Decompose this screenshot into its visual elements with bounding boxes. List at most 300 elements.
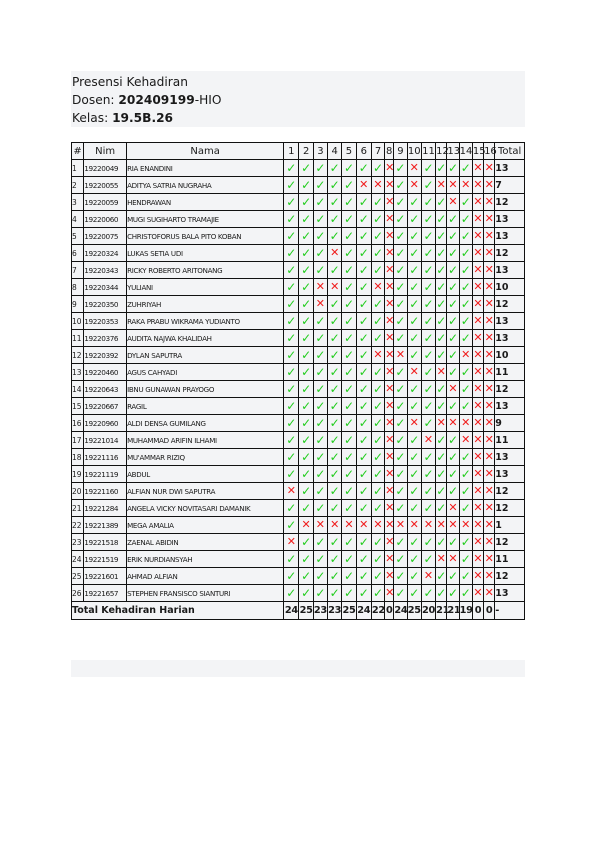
class-info-header: [71, 71, 525, 127]
present-check-icon: ✓: [299, 245, 313, 262]
summary-label: Total Kehadiran Harian: [72, 602, 284, 620]
present-check-icon: ✓: [395, 195, 406, 209]
page-title: Presensi Kehadiran: [72, 75, 188, 89]
row-number: 9: [72, 296, 84, 313]
absent-cross-icon: ✕: [472, 517, 483, 534]
student-name: AGUS CAHYADI: [127, 364, 284, 381]
absent-cross-icon: ✕: [447, 194, 459, 211]
present-check-icon: ✓: [284, 364, 299, 381]
present-check-icon: ✓: [407, 262, 421, 279]
present-check-icon: ✓: [284, 228, 299, 245]
present-check-icon: ✓: [407, 279, 421, 296]
present-check-icon: ✓: [313, 347, 327, 364]
daily-total: 24: [356, 602, 371, 620]
present-check-icon: ✓: [284, 347, 299, 364]
student-nim: 19221284: [84, 500, 127, 517]
present-check-icon: ✓: [395, 586, 406, 600]
absent-cross-icon: ✕: [472, 534, 483, 551]
present-check-icon: ✓: [460, 314, 471, 328]
student-nim: 19220055: [84, 177, 127, 194]
present-check-icon: ✓: [328, 364, 342, 381]
present-check-icon: ✓: [436, 297, 447, 311]
row-number: 26: [72, 585, 84, 602]
present-check-icon: ✓: [407, 313, 421, 330]
present-check-icon: ✓: [313, 551, 327, 568]
present-check-icon: ✓: [313, 585, 327, 602]
table-row: [72, 415, 525, 432]
present-check-icon: ✓: [313, 381, 327, 398]
class-code: 19.5B.26: [112, 111, 174, 125]
col-header-meeting: 14: [459, 143, 472, 160]
absent-cross-icon: ✕: [371, 517, 384, 534]
present-check-icon: ✓: [299, 466, 313, 483]
present-check-icon: ✓: [284, 517, 299, 534]
absent-cross-icon: ✕: [436, 415, 447, 432]
col-header-meeting: 2: [299, 143, 313, 160]
col-header-meeting: 13: [447, 143, 459, 160]
absent-cross-icon: ✕: [472, 194, 483, 211]
present-check-icon: ✓: [421, 466, 435, 483]
student-nim: 19221601: [84, 568, 127, 585]
absent-cross-icon: ✕: [472, 330, 483, 347]
student-name: AUDITA NAJWA KHALIDAH: [127, 330, 284, 347]
absent-cross-icon: ✕: [472, 483, 483, 500]
present-check-icon: ✓: [284, 330, 299, 347]
student-name: CHRISTOFORUS BALA PITO KOBAN: [127, 228, 284, 245]
student-total: 10: [495, 347, 525, 364]
present-check-icon: ✓: [313, 364, 327, 381]
present-check-icon: ✓: [373, 399, 384, 413]
present-check-icon: ✓: [436, 331, 447, 345]
present-check-icon: ✓: [313, 330, 327, 347]
present-check-icon: ✓: [373, 314, 384, 328]
absent-cross-icon: ✕: [484, 483, 495, 500]
absent-cross-icon: ✕: [385, 534, 394, 551]
present-check-icon: ✓: [284, 585, 299, 602]
table-row: [72, 585, 525, 602]
student-nim: 19220343: [84, 262, 127, 279]
student-nim: 19221014: [84, 432, 127, 449]
present-check-icon: ✓: [447, 433, 458, 447]
present-check-icon: ✓: [342, 228, 356, 245]
absent-cross-icon: ✕: [385, 381, 394, 398]
present-check-icon: ✓: [299, 177, 313, 194]
absent-cross-icon: ✕: [385, 160, 394, 177]
present-check-icon: ✓: [436, 535, 447, 549]
student-nim: 19220059: [84, 194, 127, 211]
table-row: [72, 483, 525, 500]
present-check-icon: ✓: [460, 586, 471, 600]
student-name: DYLAN SAPUTRA: [127, 347, 284, 364]
present-check-icon: ✓: [460, 195, 471, 209]
present-check-icon: ✓: [373, 246, 384, 260]
present-check-icon: ✓: [342, 432, 356, 449]
present-check-icon: ✓: [373, 433, 384, 447]
absent-cross-icon: ✕: [385, 330, 394, 347]
absent-cross-icon: ✕: [385, 483, 394, 500]
absent-cross-icon: ✕: [484, 517, 495, 534]
present-check-icon: ✓: [447, 229, 458, 243]
present-check-icon: ✓: [313, 211, 327, 228]
present-check-icon: ✓: [407, 500, 421, 517]
present-check-icon: ✓: [407, 466, 421, 483]
present-check-icon: ✓: [407, 228, 421, 245]
present-check-icon: ✓: [328, 449, 342, 466]
present-check-icon: ✓: [447, 484, 458, 498]
absent-cross-icon: ✕: [385, 551, 394, 568]
present-check-icon: ✓: [373, 382, 384, 396]
table-row: [72, 228, 525, 245]
present-check-icon: ✓: [284, 381, 299, 398]
present-check-icon: ✓: [356, 432, 371, 449]
absent-cross-icon: ✕: [484, 415, 495, 432]
absent-cross-icon: ✕: [436, 551, 447, 568]
absent-cross-icon: ✕: [484, 279, 495, 296]
table-row: [72, 432, 525, 449]
table-row: [72, 160, 525, 177]
student-total: 12: [495, 381, 525, 398]
student-name: RIA ENANDINI: [127, 160, 284, 177]
absent-cross-icon: ✕: [284, 483, 299, 500]
present-check-icon: ✓: [284, 432, 299, 449]
present-check-icon: ✓: [436, 348, 447, 362]
present-check-icon: ✓: [395, 229, 406, 243]
present-check-icon: ✓: [395, 399, 406, 413]
student-nim: 19220344: [84, 279, 127, 296]
present-check-icon: ✓: [313, 245, 327, 262]
present-check-icon: ✓: [436, 586, 447, 600]
present-check-icon: ✓: [407, 568, 421, 585]
present-check-icon: ✓: [342, 347, 356, 364]
present-check-icon: ✓: [407, 296, 421, 313]
present-check-icon: ✓: [313, 483, 327, 500]
present-check-icon: ✓: [421, 296, 435, 313]
present-check-icon: ✓: [373, 161, 384, 175]
lecturer-line: [72, 91, 524, 109]
present-check-icon: ✓: [395, 212, 406, 226]
present-check-icon: ✓: [421, 364, 435, 381]
row-number: 23: [72, 534, 84, 551]
absent-cross-icon: ✕: [472, 347, 483, 364]
student-name: MUGI SUGIHARTO TRAMAJIE: [127, 211, 284, 228]
present-check-icon: ✓: [373, 416, 384, 430]
student-name: ALFIAN NUR DWI SAPUTRA: [127, 483, 284, 500]
lecturer-code: 202409199: [118, 93, 195, 107]
table-row: [72, 347, 525, 364]
present-check-icon: ✓: [407, 398, 421, 415]
present-check-icon: ✓: [342, 483, 356, 500]
row-number: 18: [72, 449, 84, 466]
student-name: AHMAD ALFIAN: [127, 568, 284, 585]
present-check-icon: ✓: [313, 568, 327, 585]
present-check-icon: ✓: [447, 212, 458, 226]
present-check-icon: ✓: [299, 211, 313, 228]
present-check-icon: ✓: [328, 585, 342, 602]
present-check-icon: ✓: [328, 568, 342, 585]
absent-cross-icon: ✕: [472, 466, 483, 483]
present-check-icon: ✓: [373, 195, 384, 209]
absent-cross-icon: ✕: [407, 415, 421, 432]
present-check-icon: ✓: [373, 535, 384, 549]
present-check-icon: ✓: [436, 450, 447, 464]
present-check-icon: ✓: [299, 568, 313, 585]
footer-bar: [71, 660, 525, 677]
absent-cross-icon: ✕: [436, 517, 447, 534]
absent-cross-icon: ✕: [284, 534, 299, 551]
absent-cross-icon: ✕: [472, 364, 483, 381]
present-check-icon: ✓: [460, 484, 471, 498]
present-check-icon: ✓: [447, 365, 458, 379]
present-check-icon: ✓: [328, 194, 342, 211]
absent-cross-icon: ✕: [484, 364, 495, 381]
student-total: 13: [495, 228, 525, 245]
student-total: 1: [495, 517, 525, 534]
present-check-icon: ✓: [395, 484, 406, 498]
absent-cross-icon: ✕: [407, 517, 421, 534]
row-number: 5: [72, 228, 84, 245]
present-check-icon: ✓: [407, 534, 421, 551]
absent-cross-icon: ✕: [371, 279, 384, 296]
table-row: [72, 500, 525, 517]
daily-total: 0: [484, 602, 495, 620]
present-check-icon: ✓: [395, 569, 406, 583]
present-check-icon: ✓: [436, 501, 447, 515]
present-check-icon: ✓: [342, 211, 356, 228]
present-check-icon: ✓: [407, 432, 421, 449]
absent-cross-icon: ✕: [385, 432, 394, 449]
present-check-icon: ✓: [356, 500, 371, 517]
absent-cross-icon: ✕: [385, 279, 394, 296]
col-header-nim: Nim: [84, 143, 127, 160]
student-name: ZUHRIYAH: [127, 296, 284, 313]
present-check-icon: ✓: [342, 449, 356, 466]
present-check-icon: ✓: [299, 194, 313, 211]
student-nim: 19220049: [84, 160, 127, 177]
present-check-icon: ✓: [460, 331, 471, 345]
absent-cross-icon: ✕: [459, 415, 472, 432]
present-check-icon: ✓: [328, 415, 342, 432]
present-check-icon: ✓: [421, 585, 435, 602]
student-name: RAKA PRABU WIKRAMA YUDIANTO: [127, 313, 284, 330]
absent-cross-icon: ✕: [407, 177, 421, 194]
absent-cross-icon: ✕: [313, 296, 327, 313]
present-check-icon: ✓: [447, 297, 458, 311]
absent-cross-icon: ✕: [328, 245, 342, 262]
absent-cross-icon: ✕: [407, 160, 421, 177]
present-check-icon: ✓: [342, 279, 356, 296]
student-nim: 19220075: [84, 228, 127, 245]
present-check-icon: ✓: [460, 246, 471, 260]
present-check-icon: ✓: [313, 194, 327, 211]
student-total: 13: [495, 211, 525, 228]
absent-cross-icon: ✕: [313, 279, 327, 296]
student-total: 12: [495, 568, 525, 585]
present-check-icon: ✓: [299, 228, 313, 245]
present-check-icon: ✓: [356, 211, 371, 228]
present-check-icon: ✓: [436, 195, 447, 209]
absent-cross-icon: ✕: [459, 432, 472, 449]
present-check-icon: ✓: [328, 330, 342, 347]
absent-cross-icon: ✕: [484, 177, 495, 194]
absent-cross-icon: ✕: [484, 194, 495, 211]
student-name: HENDRAWAN: [127, 194, 284, 211]
absent-cross-icon: ✕: [385, 449, 394, 466]
present-check-icon: ✓: [299, 432, 313, 449]
present-check-icon: ✓: [395, 280, 406, 294]
present-check-icon: ✓: [421, 262, 435, 279]
table-row: [72, 194, 525, 211]
present-check-icon: ✓: [328, 500, 342, 517]
daily-total: 25: [342, 602, 356, 620]
present-check-icon: ✓: [342, 585, 356, 602]
student-nim: 19221657: [84, 585, 127, 602]
present-check-icon: ✓: [447, 586, 458, 600]
present-check-icon: ✓: [342, 466, 356, 483]
col-header-meeting: 6: [356, 143, 371, 160]
absent-cross-icon: ✕: [472, 245, 483, 262]
present-check-icon: ✓: [460, 535, 471, 549]
absent-cross-icon: ✕: [385, 313, 394, 330]
daily-total: 0: [472, 602, 483, 620]
absent-cross-icon: ✕: [356, 517, 371, 534]
present-check-icon: ✓: [373, 467, 384, 481]
present-check-icon: ✓: [356, 262, 371, 279]
present-check-icon: ✓: [421, 534, 435, 551]
absent-cross-icon: ✕: [385, 296, 394, 313]
absent-cross-icon: ✕: [394, 347, 407, 364]
absent-cross-icon: ✕: [328, 279, 342, 296]
present-check-icon: ✓: [328, 483, 342, 500]
row-number: 10: [72, 313, 84, 330]
present-check-icon: ✓: [284, 449, 299, 466]
absent-cross-icon: ✕: [472, 211, 483, 228]
student-name: RAGIL: [127, 398, 284, 415]
present-check-icon: ✓: [356, 347, 371, 364]
present-check-icon: ✓: [395, 382, 406, 396]
student-total: 11: [495, 432, 525, 449]
present-check-icon: ✓: [313, 432, 327, 449]
daily-total: 23: [313, 602, 327, 620]
absent-cross-icon: ✕: [472, 500, 483, 517]
present-check-icon: ✓: [395, 467, 406, 481]
row-number: 8: [72, 279, 84, 296]
student-name: ERIK NURDIANSYAH: [127, 551, 284, 568]
present-check-icon: ✓: [284, 279, 299, 296]
col-header-meeting: 4: [328, 143, 342, 160]
present-check-icon: ✓: [447, 348, 458, 362]
col-header-meeting: 16: [484, 143, 495, 160]
absent-cross-icon: ✕: [447, 517, 459, 534]
absent-cross-icon: ✕: [472, 432, 483, 449]
present-check-icon: ✓: [284, 466, 299, 483]
student-total: 13: [495, 585, 525, 602]
student-nim: 19221518: [84, 534, 127, 551]
present-check-icon: ✓: [356, 381, 371, 398]
absent-cross-icon: ✕: [484, 262, 495, 279]
present-check-icon: ✓: [460, 161, 471, 175]
present-check-icon: ✓: [342, 330, 356, 347]
absent-cross-icon: ✕: [484, 432, 495, 449]
absent-cross-icon: ✕: [371, 347, 384, 364]
student-name: LUKAS SETIA UDI: [127, 245, 284, 262]
absent-cross-icon: ✕: [328, 517, 342, 534]
present-check-icon: ✓: [284, 398, 299, 415]
present-check-icon: ✓: [373, 484, 384, 498]
present-check-icon: ✓: [421, 381, 435, 398]
present-check-icon: ✓: [342, 245, 356, 262]
present-check-icon: ✓: [460, 552, 471, 566]
present-check-icon: ✓: [421, 160, 435, 177]
present-check-icon: ✓: [421, 194, 435, 211]
present-check-icon: ✓: [284, 160, 299, 177]
table-row: [72, 534, 525, 551]
present-check-icon: ✓: [436, 382, 447, 396]
absent-cross-icon: ✕: [447, 177, 459, 194]
absent-cross-icon: ✕: [484, 313, 495, 330]
row-number: 2: [72, 177, 84, 194]
present-check-icon: ✓: [436, 314, 447, 328]
present-check-icon: ✓: [342, 381, 356, 398]
daily-total: 0: [385, 602, 394, 620]
present-check-icon: ✓: [436, 399, 447, 413]
present-check-icon: ✓: [436, 263, 447, 277]
absent-cross-icon: ✕: [436, 364, 447, 381]
absent-cross-icon: ✕: [472, 296, 483, 313]
present-check-icon: ✓: [436, 467, 447, 481]
present-check-icon: ✓: [395, 365, 406, 379]
present-check-icon: ✓: [342, 313, 356, 330]
present-check-icon: ✓: [342, 415, 356, 432]
table-row: [72, 245, 525, 262]
present-check-icon: ✓: [299, 296, 313, 313]
present-check-icon: ✓: [373, 263, 384, 277]
absent-cross-icon: ✕: [484, 398, 495, 415]
present-check-icon: ✓: [328, 211, 342, 228]
absent-cross-icon: ✕: [472, 313, 483, 330]
absent-cross-icon: ✕: [421, 432, 435, 449]
present-check-icon: ✓: [421, 449, 435, 466]
present-check-icon: ✓: [436, 212, 447, 226]
present-check-icon: ✓: [299, 279, 313, 296]
present-check-icon: ✓: [436, 161, 447, 175]
row-number: 16: [72, 415, 84, 432]
present-check-icon: ✓: [342, 296, 356, 313]
absent-cross-icon: ✕: [385, 500, 394, 517]
table-row: [72, 364, 525, 381]
present-check-icon: ✓: [299, 500, 313, 517]
col-header-no: #: [72, 143, 84, 160]
present-check-icon: ✓: [356, 160, 371, 177]
present-check-icon: ✓: [328, 466, 342, 483]
present-check-icon: ✓: [460, 382, 471, 396]
present-check-icon: ✓: [421, 228, 435, 245]
row-number: 7: [72, 262, 84, 279]
present-check-icon: ✓: [421, 551, 435, 568]
daily-total: 21: [447, 602, 459, 620]
absent-cross-icon: ✕: [459, 177, 472, 194]
present-check-icon: ✓: [447, 280, 458, 294]
present-check-icon: ✓: [460, 450, 471, 464]
student-total: 13: [495, 330, 525, 347]
daily-total: 22: [371, 602, 384, 620]
absent-cross-icon: ✕: [421, 517, 435, 534]
present-check-icon: ✓: [313, 262, 327, 279]
student-total: 12: [495, 296, 525, 313]
present-check-icon: ✓: [436, 280, 447, 294]
daily-total: 23: [328, 602, 342, 620]
present-check-icon: ✓: [299, 347, 313, 364]
absent-cross-icon: ✕: [385, 364, 394, 381]
